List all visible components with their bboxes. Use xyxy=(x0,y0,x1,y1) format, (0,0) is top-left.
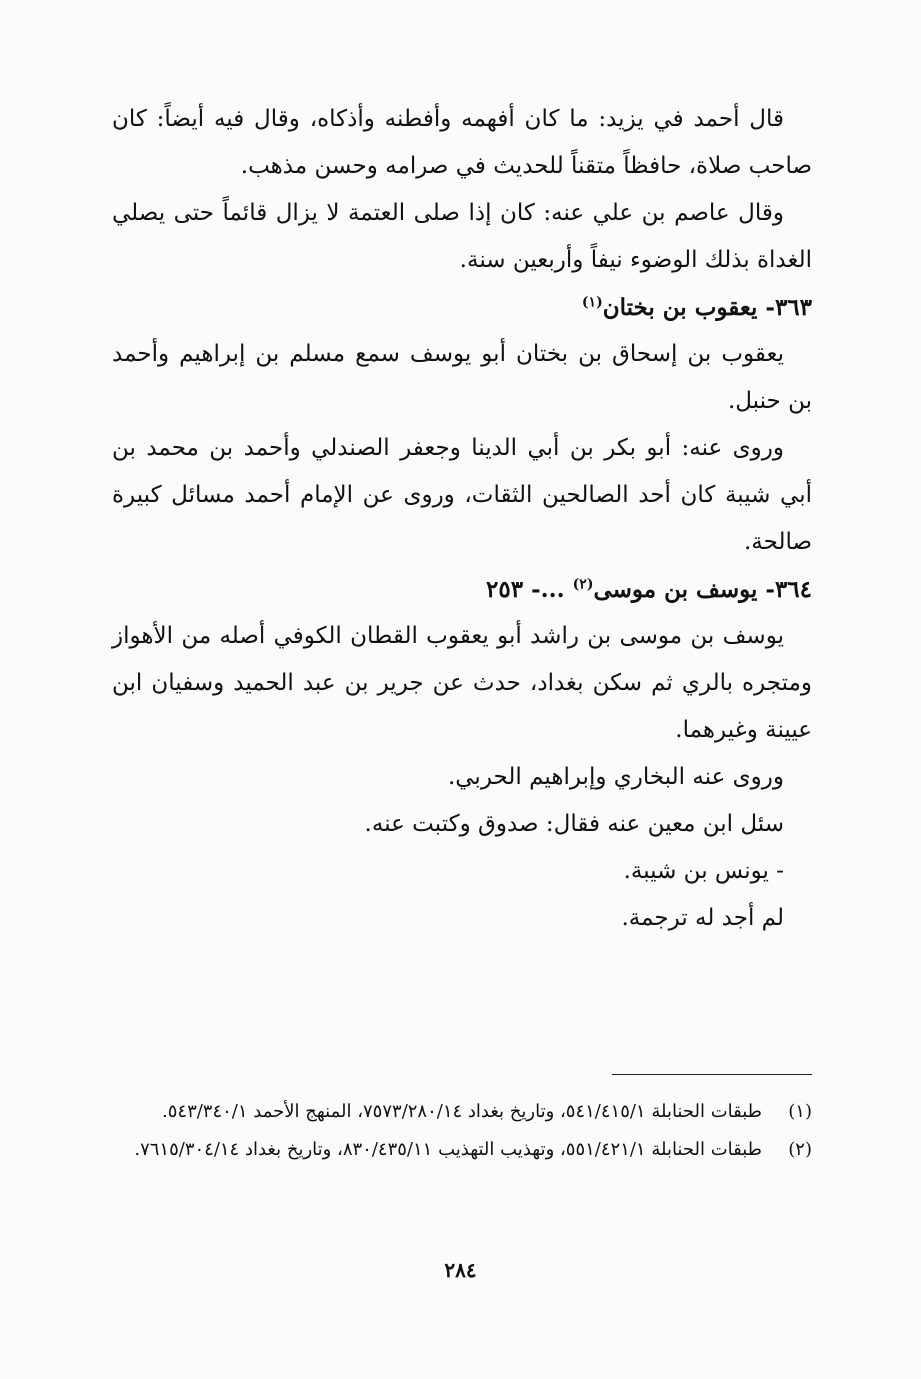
paragraph: وقال عاصم بن علي عنه: كان إذا صلى العتمة لا يزال قائماً حتى يصلي الغداة بذلك الوضوء نيفاً وأربعين سنة. xyxy=(112,200,812,273)
main-text xyxy=(112,96,812,942)
footnote-ref: (١) xyxy=(581,294,603,311)
footnote xyxy=(112,1134,812,1165)
page-number: ٢٨٤ xyxy=(444,1258,477,1282)
paragraph: قال أحمد في يزيد: ما كان أفهمه وأفطنه وأذكاه، وقال فيه أيضاً: كان صاحب صلاة، حافظاً متقناً للحديث في صرامه وحسن مذهب. xyxy=(112,106,812,179)
paragraph: - يونس بن شيبة. xyxy=(623,858,784,884)
entry-heading-364: ٣٦٤- يوسف بن موسى$^{(٢)}$ ...- ٢٥٣ xyxy=(486,576,812,603)
paragraph: وروى عنه: أبو بكر بن أبي الدينا وجعفر الصندلي وأحمد بن محمد بن أبي شيبة كان أحد الصالحين الثقات، وروى عن الإمام أحمد مسائل كبيرة صالحة. xyxy=(112,435,812,555)
footnote-ref: (٢) xyxy=(572,576,594,593)
paragraph: سئل ابن معين عنه فقال: صدوق وكتبت عنه. xyxy=(364,811,784,837)
footnote-text: طبقات الحنابلة ٥٤١/٤١٥/١، وتاريخ بغداد ٧٥٧٣/٢٨٠/١٤، المنهج الأحمد ٥٤٣/٣٤٠/١. xyxy=(162,1101,762,1122)
footnote-number: (١) xyxy=(788,1101,812,1122)
footnote xyxy=(112,1096,812,1127)
footnote-divider xyxy=(612,1074,812,1075)
footnote-number: (٢) xyxy=(788,1139,812,1160)
paragraph: يوسف بن موسى بن راشد أبو يعقوب القطان الكوفي أصله من الأهواز ومتجره بالري ثم سكن بغداد، حدث عن جرير بن عبد الحميد وسفيان ابن عيينة وغيرهما. xyxy=(112,623,812,743)
footnote-text: طبقات الحنابلة ٥٥١/٤٢١/١، وتهذيب التهذيب ٨٣٠/٤٣٥/١١، وتاريخ بغداد ٧٦١٥/٣٠٤/١٤. xyxy=(134,1139,762,1160)
entry-heading-363: ٣٦٣- يعقوب بن بختان$^{(١)}$ xyxy=(581,294,812,321)
footnotes xyxy=(112,1096,812,1172)
paragraph: لم أجد له ترجمة. xyxy=(621,905,784,931)
paragraph: وروى عنه البخاري وإبراهيم الحربي. xyxy=(447,764,784,790)
paragraph: يعقوب بن إسحاق بن بختان أبو يوسف سمع مسلم بن إبراهيم وأحمد بن حنبل. xyxy=(112,341,812,414)
